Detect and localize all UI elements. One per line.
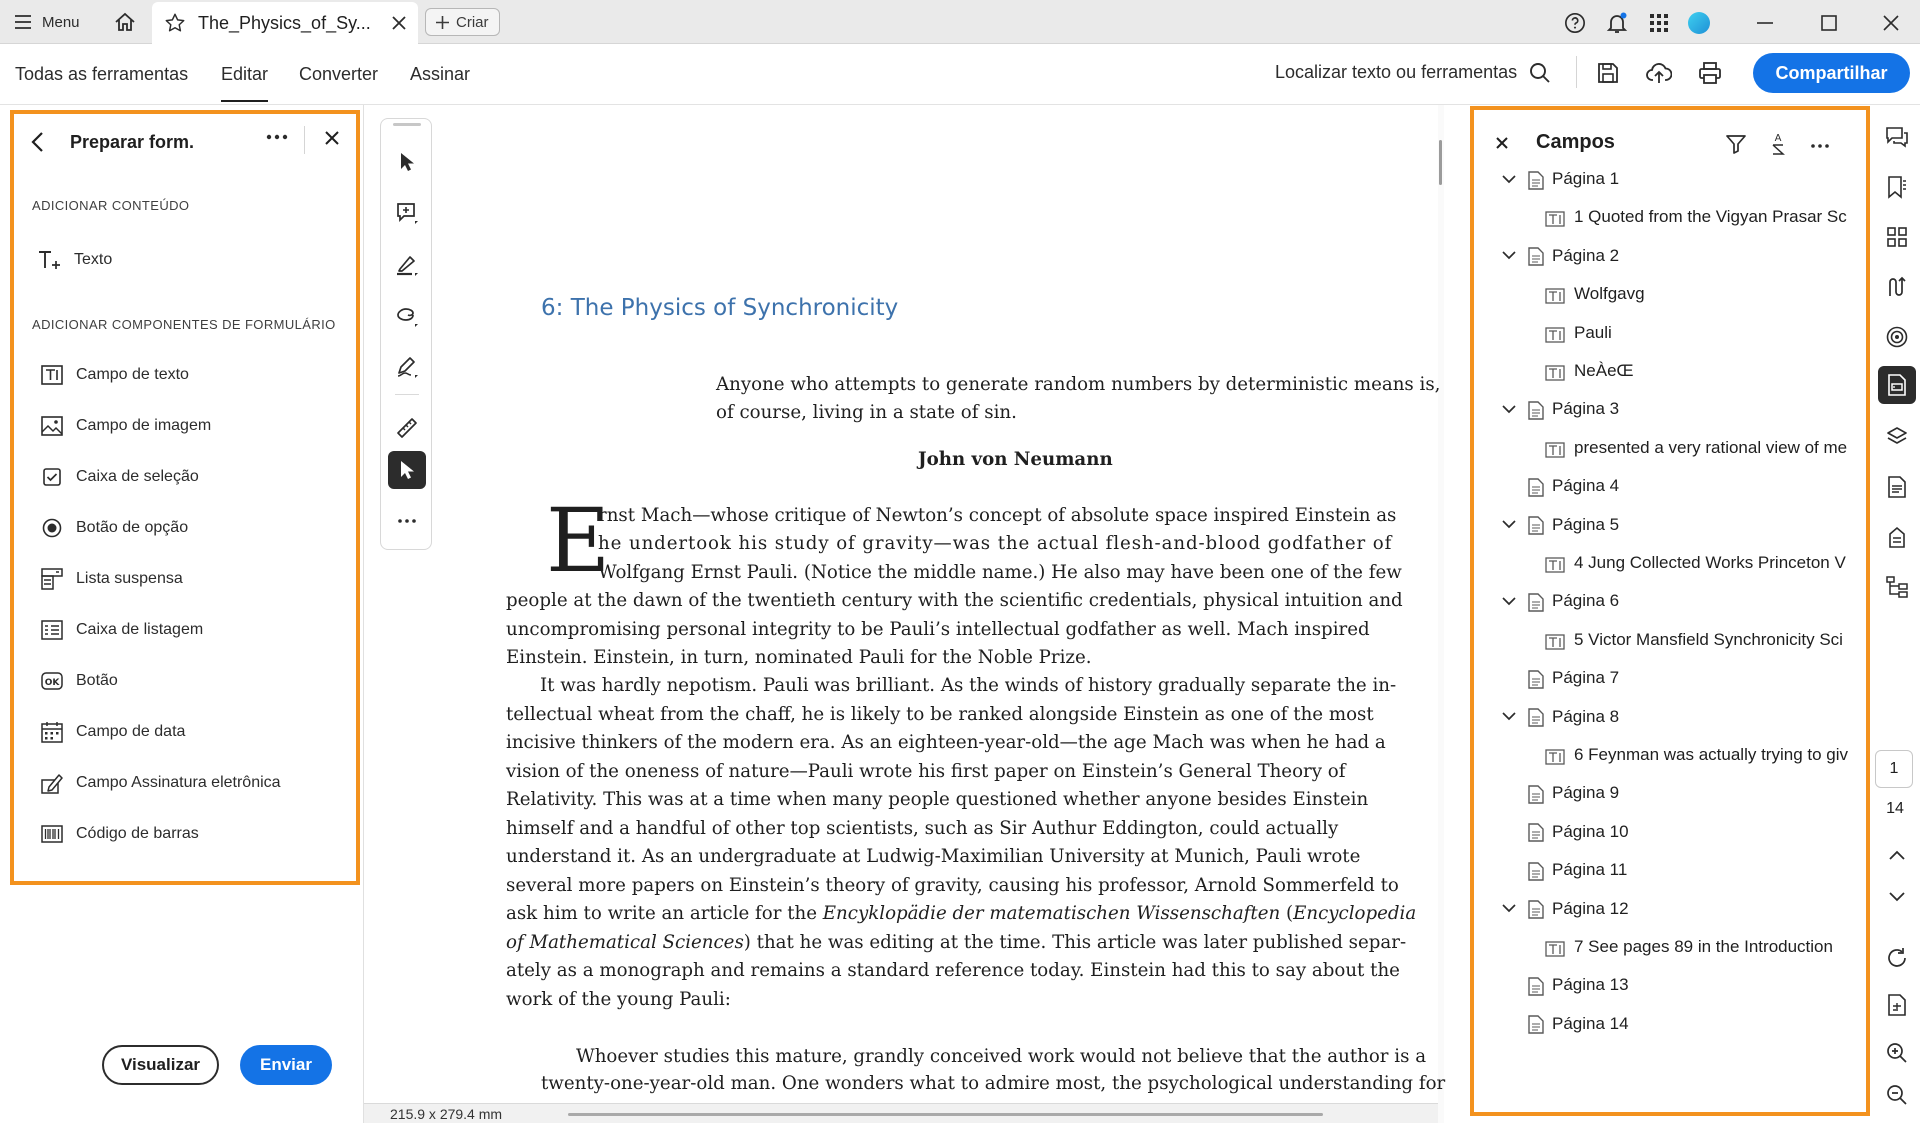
page-icon	[1526, 669, 1546, 689]
date-field-item[interactable]	[40, 716, 185, 748]
add-text-icon	[38, 248, 62, 272]
fields-panel-title: Campos	[1536, 131, 1615, 153]
text-field-icon	[40, 363, 64, 387]
button-label: Botão	[76, 672, 118, 689]
barcode-icon	[40, 822, 64, 846]
prepare-form-panel	[10, 110, 360, 885]
toolbar-divider	[1576, 56, 1577, 88]
tree-page-node[interactable]: Página 1	[1552, 169, 1620, 188]
page-icon	[1526, 400, 1546, 420]
scroll-down-icon[interactable]	[1878, 878, 1916, 916]
tree-field-node[interactable]: NeÀeŒ	[1574, 361, 1634, 380]
chapter-title: 6: The Physics of Synchronicity	[541, 295, 899, 321]
tree-page-node[interactable]: Página 12	[1552, 898, 1629, 918]
epigraph-line-1: Anyone who attempts to generate random numbers by deterministic means is,	[716, 374, 1441, 395]
text-field-icon	[1545, 632, 1565, 652]
active-select-pointer-icon[interactable]	[388, 451, 426, 489]
preview-button[interactable]: Visualizar	[102, 1045, 219, 1085]
layers-icon[interactable]	[1878, 418, 1916, 456]
signature-icon	[40, 771, 64, 795]
page-icon	[1526, 708, 1546, 728]
measure-ruler-icon[interactable]	[388, 409, 426, 447]
body-line: vision of the oneness of nature—Pauli wrote his first paper on Einstein’s General Theory of	[506, 761, 1346, 782]
image-field-label: Campo de imagem	[76, 417, 212, 434]
more-tools-icon[interactable]	[388, 502, 426, 540]
tab-edit[interactable]: Editar	[221, 44, 268, 104]
body-line: uncompromising personal integrity to be Pauli’s intellectual godfather as well. Mach inspired	[506, 619, 1370, 640]
page-icon	[1526, 900, 1546, 920]
home-button[interactable]	[110, 8, 140, 36]
page-fit-icon[interactable]	[1878, 986, 1916, 1024]
page-icon	[1526, 516, 1546, 536]
rotate-refresh-icon[interactable]	[1878, 939, 1916, 977]
tree-page-node[interactable]: Página 13	[1552, 975, 1629, 995]
body-line: several more papers on Einstein’s theory of gravity, causing his professor, Arnold Sommerfeld to	[506, 875, 1399, 896]
zoom-out-icon[interactable]	[1878, 1076, 1916, 1114]
vertical-scrollbar-thumb[interactable]	[1439, 140, 1442, 185]
drop-cap: E	[546, 489, 611, 592]
zoom-in-icon[interactable]	[1878, 1034, 1916, 1072]
text-field-label: Campo de texto	[76, 366, 189, 383]
create-label: Criar	[456, 13, 489, 31]
chevron-down-icon[interactable]	[1500, 247, 1518, 265]
vertical-scrollbar[interactable]	[1438, 105, 1444, 1123]
button-item[interactable]	[40, 665, 118, 697]
tree-page-node[interactable]: Página 10	[1552, 821, 1629, 841]
page-icon	[1526, 477, 1546, 497]
plus-icon	[436, 16, 449, 29]
chevron-down-icon[interactable]	[1500, 900, 1518, 918]
body-line: of Mathematical Sciences) that he was editing at the time. This article was later published separ-	[506, 932, 1407, 953]
body-line: people at the dawn of the twentieth century with the scientific credentials, physical intuition and	[506, 590, 1403, 611]
signature-field-item[interactable]	[40, 767, 281, 799]
add-comment-icon[interactable]	[388, 194, 426, 232]
fields-panel	[1470, 106, 1870, 1116]
text-field-icon	[1545, 209, 1565, 229]
body-line: he undertook his study of gravity—was the actual flesh-and-blood godfather of	[598, 533, 1393, 554]
block-quote-line: Whoever studies this mature, grandly conceived work would not believe that the author is a	[576, 1046, 1427, 1067]
close-panel-icon[interactable]	[325, 131, 339, 145]
notification-bell-icon[interactable]	[1604, 10, 1630, 36]
tab-all-tools[interactable]: Todas as ferramentas	[15, 63, 189, 84]
stamp-icon[interactable]	[1878, 518, 1916, 556]
fields-panel-toggle-icon[interactable]	[1878, 366, 1916, 404]
radio-button-icon	[40, 516, 64, 540]
tree-page-node[interactable]: Página 11	[1552, 860, 1628, 880]
page-icon	[1526, 823, 1546, 843]
body-line: It was hardly nepotism. Pauli was brilliant. As the winds of history gradually separate the in-	[540, 675, 1397, 696]
hamburger-icon	[14, 15, 32, 29]
page-icon	[1526, 861, 1546, 881]
document-properties-icon[interactable]	[1878, 468, 1916, 506]
body-line: ask him to write an article for the Encyklopädie der matematischen Wissenschaften (Encyclopedia	[506, 903, 1417, 924]
body-line: tellectual wheat from the chaff, he is likely to be ranked alongside Einstein as one of the most	[506, 704, 1374, 725]
date-field-label: Campo de data	[76, 723, 186, 740]
chevron-down-icon[interactable]	[1500, 516, 1518, 534]
body-line: Einstein. Einstein, in turn, nominated Pauli for the Noble Prize.	[506, 647, 1092, 668]
chevron-down-icon[interactable]	[1500, 708, 1518, 726]
text-field-icon	[1545, 363, 1565, 383]
print-icon[interactable]	[1698, 61, 1722, 85]
checkbox-label: Caixa de seleção	[76, 468, 199, 485]
add-text-label: Texto	[74, 251, 113, 268]
text-field-icon	[1545, 286, 1565, 306]
checkbox-item[interactable]	[40, 461, 199, 493]
tree-field-node[interactable]: 1 Quoted from the Vigyan Prasar Sc	[1574, 207, 1847, 227]
save-icon[interactable]	[1597, 62, 1619, 84]
epigraph-line-2: of course, living in a state of sin.	[716, 402, 1017, 423]
select-pointer-icon[interactable]	[388, 143, 426, 181]
body-line: Relativity. This was at a time when many people questioned whether anyone besides Einstein	[506, 789, 1369, 810]
chevron-down-icon[interactable]	[1500, 170, 1518, 188]
document-tab-title: The_Physics_of_Sy...	[198, 12, 371, 33]
tree-page-node[interactable]: Página 14	[1552, 1013, 1629, 1033]
tree-field-node[interactable]: 7 See pages 89 in the Introduction	[1574, 937, 1833, 956]
menu-button[interactable]	[8, 8, 86, 36]
send-button[interactable]: Enviar	[240, 1045, 332, 1085]
text-field-icon	[1545, 747, 1565, 767]
radio-button-item[interactable]	[40, 512, 188, 544]
star-icon[interactable]	[164, 12, 186, 34]
body-line: work of the young Pauli:	[506, 989, 731, 1010]
header-divider	[304, 126, 305, 154]
tab-sign[interactable]: Assinar	[410, 63, 471, 84]
body-line: Wolfgang Ernst Pauli. (Notice the middle name.) He also may have been one of the few	[598, 562, 1402, 583]
body-line: himself and a handful of other top scientists, such as Sir Authur Eddington, could actually	[506, 818, 1339, 839]
total-pages-label: 14	[1886, 800, 1904, 817]
close-tab-icon[interactable]	[392, 16, 406, 30]
title-bar	[0, 0, 1920, 44]
target-icon[interactable]	[1878, 318, 1916, 356]
document-tab[interactable]	[152, 2, 418, 44]
create-button[interactable]	[425, 8, 500, 36]
block-quote-line: twenty-one-year-old man. One wonders what to admire most, the psychological understanding for	[541, 1073, 1446, 1094]
tool-strip-divider	[395, 394, 419, 395]
chevron-down-icon[interactable]	[1500, 592, 1518, 610]
cloud-upload-icon[interactable]	[1646, 61, 1672, 85]
checkbox-icon	[40, 465, 64, 489]
calendar-icon	[40, 720, 64, 744]
close-window-icon[interactable]	[1878, 10, 1904, 36]
tree-page-node[interactable]: Página 3	[1552, 399, 1620, 419]
lasso-draw-icon[interactable]	[388, 297, 426, 335]
add-text-item[interactable]	[38, 244, 112, 276]
right-tool-rail	[1874, 106, 1920, 1123]
tab-convert[interactable]: Converter	[299, 63, 379, 84]
text-field-icon	[1545, 440, 1565, 460]
search-tools-label[interactable]: Localizar texto ou ferramentas	[1275, 62, 1518, 82]
page-icon	[1526, 784, 1546, 804]
horizontal-scrollbar-thumb[interactable]	[568, 1113, 1323, 1116]
tree-field-node[interactable]: Pauli	[1574, 322, 1612, 342]
annotation-tool-strip	[380, 118, 432, 550]
highlighter-icon[interactable]	[388, 246, 426, 284]
barcode-item[interactable]	[40, 818, 199, 850]
list-box-item[interactable]	[40, 614, 203, 646]
text-field-icon	[1545, 325, 1565, 345]
epigraph-author: John von Neumann	[918, 449, 1113, 470]
list-box-icon	[40, 618, 64, 642]
maximize-icon[interactable]	[1816, 10, 1842, 36]
page-icon	[1526, 592, 1546, 612]
scroll-up-icon[interactable]	[1878, 836, 1916, 874]
tree-page-node[interactable]: Página 2	[1552, 245, 1620, 265]
page-icon	[1526, 1015, 1546, 1035]
dropdown-list-label: Lista suspensa	[76, 570, 183, 587]
share-button[interactable]: Compartilhar	[1753, 53, 1910, 93]
drag-handle[interactable]	[393, 123, 421, 126]
tree-field-node[interactable]: presented a very rational view of me	[1574, 437, 1848, 457]
dropdown-list-icon	[40, 567, 64, 591]
section-add-content: ADICIONAR CONTEÚDO	[32, 198, 190, 213]
avatar[interactable]	[1686, 10, 1712, 36]
text-field-icon	[1545, 555, 1565, 575]
barcode-label: Código de barras	[76, 825, 199, 842]
tree-page-node[interactable]: Página 8	[1552, 706, 1620, 726]
tree-field-node[interactable]: 5 Victor Mansfield Synchronicity Sci	[1574, 629, 1843, 649]
structure-tree-icon[interactable]	[1878, 568, 1916, 606]
svg-text:A: A	[1774, 133, 1782, 144]
back-arrow-icon[interactable]	[30, 131, 44, 153]
comments-icon[interactable]	[1878, 118, 1916, 156]
page-size-text: 215.9 x 279.4 mm	[390, 1106, 503, 1122]
tree-field-node[interactable]: Wolfgavg	[1574, 284, 1645, 304]
tree-field-node[interactable]: 4 Jung Collected Works Princeton V	[1574, 553, 1846, 572]
help-icon[interactable]	[1562, 10, 1588, 36]
main-toolbar	[0, 44, 1920, 105]
search-icon[interactable]	[1529, 62, 1551, 84]
body-line: incisive thinkers of the modern era. As an eighteen-year-old—the age Mach was when he had a	[506, 732, 1386, 753]
more-options-icon[interactable]	[266, 134, 288, 140]
fields-tree	[1474, 110, 1866, 1110]
page-icon	[1526, 976, 1546, 996]
menu-label: Menu	[42, 13, 80, 31]
chevron-down-icon[interactable]	[1500, 400, 1518, 418]
tree-field-node[interactable]: 6 Feynman was actually trying to giv	[1574, 745, 1849, 764]
section-add-form-components: ADICIONAR COMPONENTES DE FORMULÁRIO	[32, 317, 336, 332]
text-field-item[interactable]	[40, 359, 189, 391]
current-page-input[interactable]: 1	[1875, 750, 1913, 788]
signature-field-label: Campo Assinatura eletrônica	[76, 774, 281, 791]
home-icon	[114, 12, 136, 32]
page-icon	[1526, 247, 1546, 267]
text-field-icon	[1545, 939, 1565, 959]
image-field-icon	[40, 414, 64, 438]
list-box-label: Caixa de listagem	[76, 621, 204, 638]
panel-title: Preparar form.	[70, 132, 195, 152]
page-icon	[1526, 170, 1546, 190]
body-line: understand it. As an undergraduate at Ludwig-Maximilian University at Munich, Pauli wrote	[506, 846, 1361, 867]
image-field-item[interactable]	[40, 410, 211, 442]
dropdown-list-item[interactable]	[40, 563, 183, 595]
apps-grid-icon[interactable]	[1646, 10, 1672, 36]
body-line: rnst Mach—whose critique of Newton’s concept of absolute space inspired Einstein as	[598, 505, 1397, 526]
svg-text:OK: OK	[44, 678, 60, 688]
tree-page-node[interactable]: Página 7	[1552, 668, 1620, 688]
tree-page-node[interactable]: Página 5	[1552, 514, 1620, 534]
tree-page-node[interactable]: Página 4	[1552, 476, 1620, 496]
sign-pen-icon[interactable]	[388, 348, 426, 386]
minimize-icon[interactable]	[1752, 10, 1778, 36]
tree-page-node[interactable]: Página 6	[1552, 591, 1620, 611]
tree-page-node[interactable]: Página 9	[1552, 783, 1620, 803]
link-attach-icon[interactable]	[1878, 268, 1916, 306]
thumbnails-grid-icon[interactable]	[1878, 218, 1916, 256]
radio-button-label: Botão de opção	[76, 519, 189, 536]
ok-button-icon	[40, 669, 64, 693]
body-line: ately as a monograph and remains a standard reference today. Einstein had this to say about the	[506, 960, 1400, 981]
bookmarks-icon[interactable]	[1878, 168, 1916, 206]
